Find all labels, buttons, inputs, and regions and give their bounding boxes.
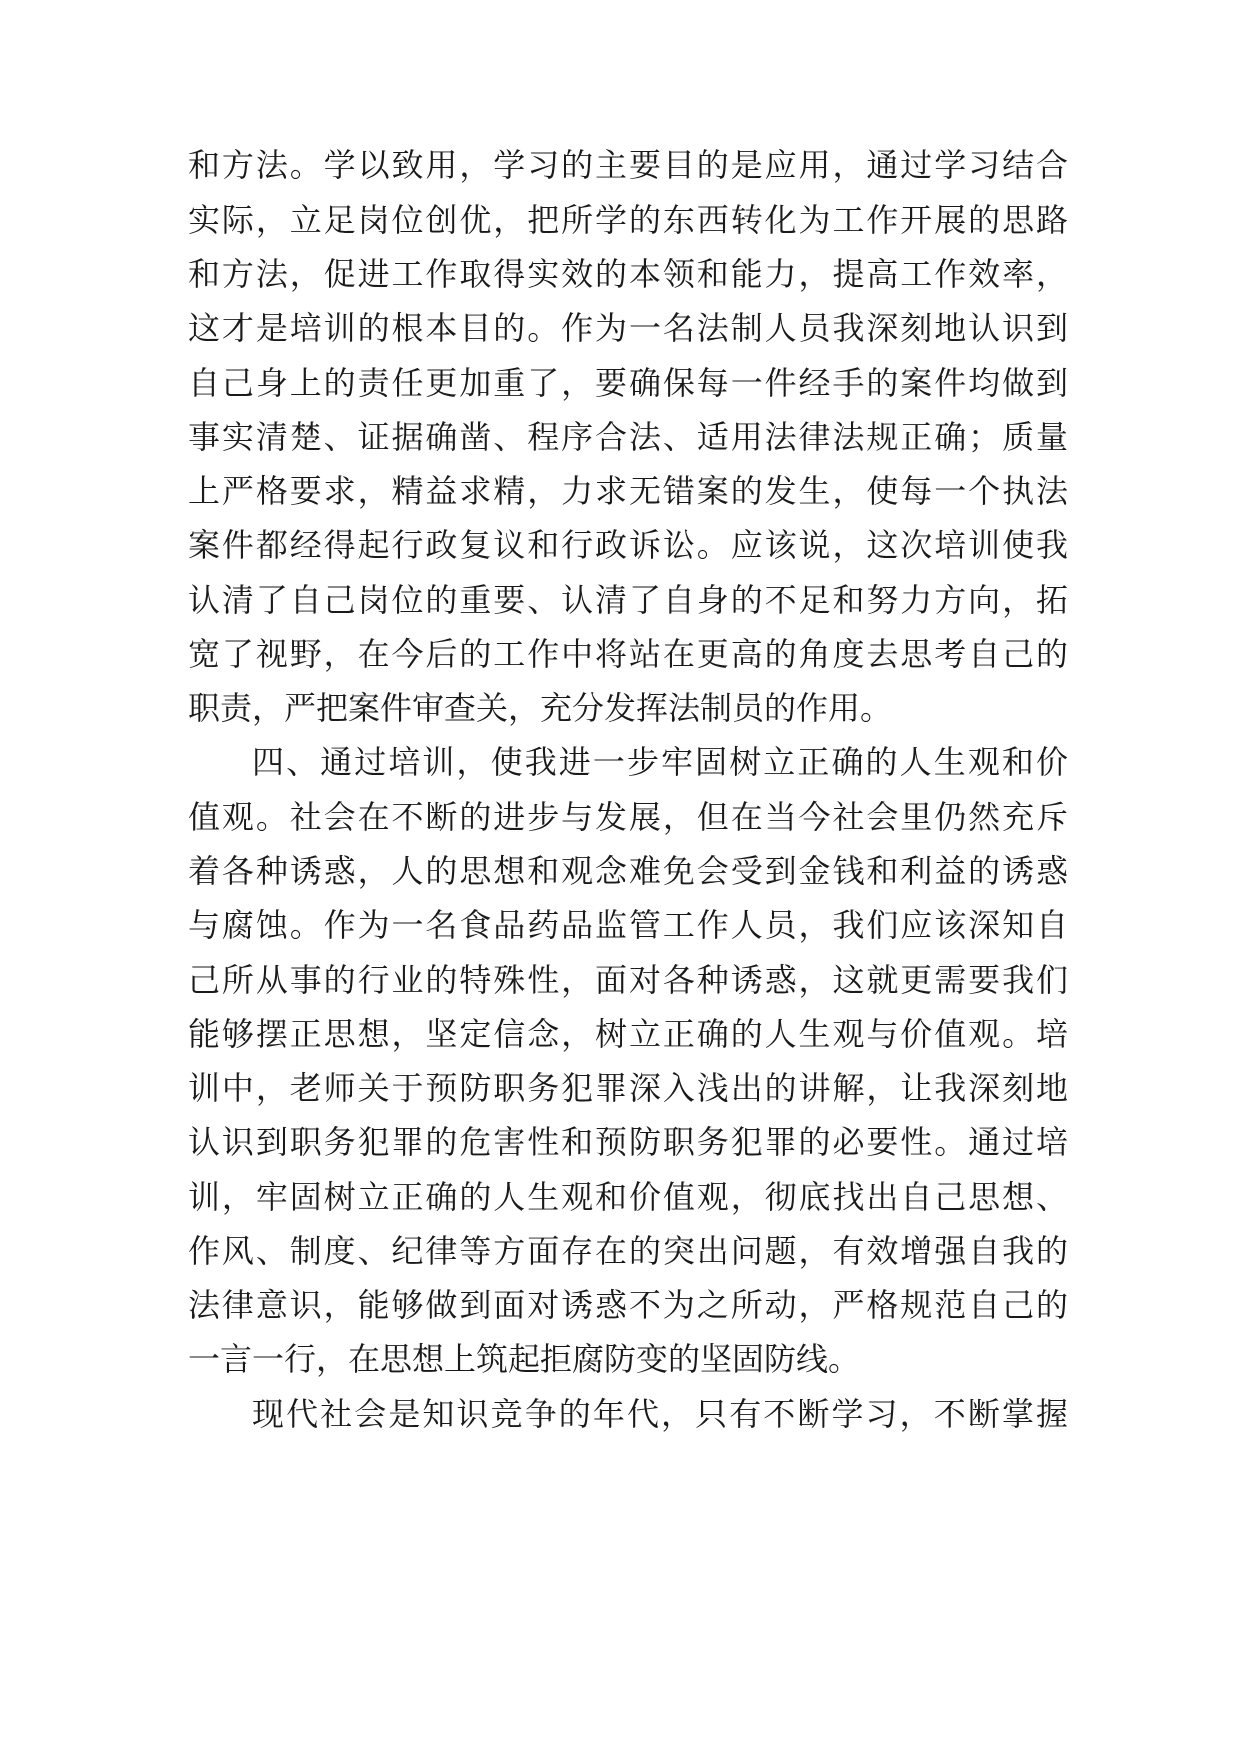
text-line: 一言一行，在思想上筑起拒腐防变的坚固防线。 xyxy=(188,1340,861,1378)
text-line: 职责，严把案件审查关，充分发挥法制员的作用。 xyxy=(188,689,893,727)
paragraph-first-line: 现代社会是知识竞争的年代，只有不断学习，不断掌握 xyxy=(252,1395,1068,1433)
text-line: 认识到职务犯罪的危害性和预防职务犯罪的必要性。通过培 xyxy=(188,1123,1068,1161)
text-line: 自己身上的责任更加重了，要确保每一件经手的案件均做到 xyxy=(188,364,1068,402)
text-line: 事实清楚、证据确凿、程序合法、适用法律法规正确；质量 xyxy=(188,418,1068,456)
text-line: 和方法，促进工作取得实效的本领和能力，提高工作效率， xyxy=(188,255,1068,293)
paragraph-heading-line: 四、通过培训，使我进一步牢固树立正确的人生观和价 xyxy=(252,743,1068,781)
text-line: 作风、制度、纪律等方面存在的突出问题，有效增强自我的 xyxy=(188,1232,1068,1270)
text-line: 能够摆正思想，坚定信念，树立正确的人生观与价值观。培 xyxy=(188,1015,1068,1053)
text-line: 值观。社会在不断的进步与发展，但在当今社会里仍然充斥 xyxy=(188,798,1068,836)
text-line: 案件都经得起行政复议和行政诉讼。应该说，这次培训使我 xyxy=(188,526,1068,564)
text-line: 上严格要求，精益求精，力求无错案的发生，使每一个执法 xyxy=(188,472,1068,510)
text-line: 宽了视野，在今后的工作中将站在更高的角度去思考自己的 xyxy=(188,635,1068,673)
text-line: 训，牢固树立正确的人生观和价值观，彻底找出自己思想、 xyxy=(188,1178,1068,1216)
text-line: 与腐蚀。作为一名食品药品监管工作人员，我们应该深知自 xyxy=(188,906,1068,944)
text-line: 这才是培训的根本目的。作为一名法制人员我深刻地认识到 xyxy=(188,309,1068,347)
text-line: 训中，老师关于预防职务犯罪深入浅出的讲解，让我深刻地 xyxy=(188,1069,1068,1107)
text-line: 实际，立足岗位创优，把所学的东西转化为工作开展的思路 xyxy=(188,201,1068,239)
text-line: 认清了自己岗位的重要、认清了自身的不足和努力方向，拓 xyxy=(188,581,1068,619)
text-line: 着各种诱惑，人的思想和观念难免会受到金钱和利益的诱惑 xyxy=(188,852,1068,890)
text-line: 法律意识，能够做到面对诱惑不为之所动，严格规范自己的 xyxy=(188,1286,1068,1324)
text-line: 和方法。学以致用，学习的主要目的是应用，通过学习结合 xyxy=(188,146,1068,184)
text-line: 己所从事的行业的特殊性，面对各种诱惑，这就更需要我们 xyxy=(188,961,1068,999)
